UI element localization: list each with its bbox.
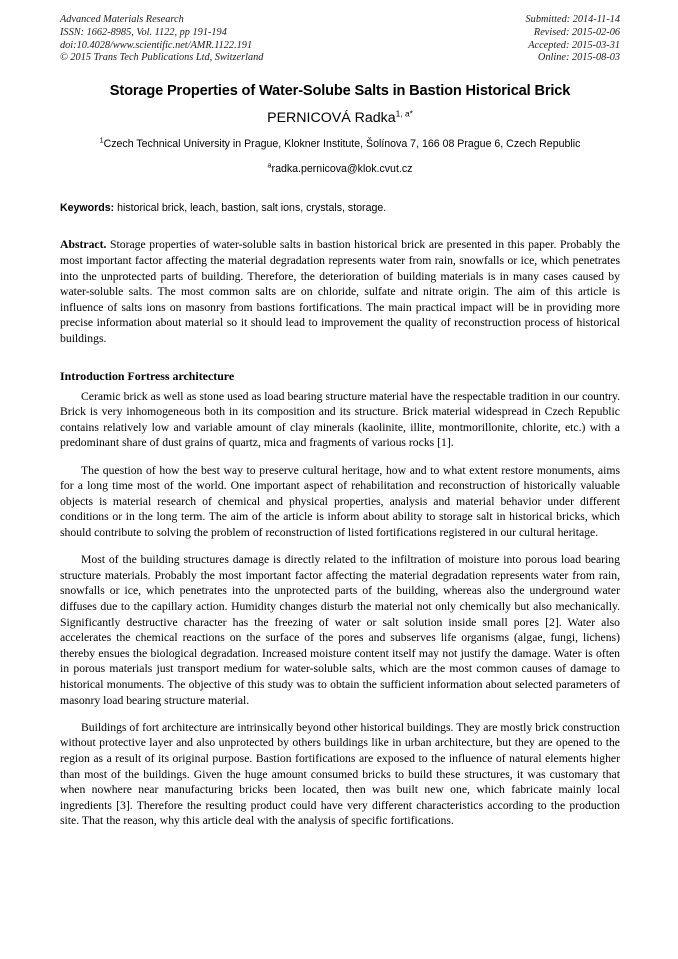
author-affiliation-markers: 1, a* [395,108,413,119]
journal-metadata-left [60,14,263,65]
corresponding-email-line [60,162,620,176]
date-submitted: Submitted: 2014-11-14 [525,14,620,25]
body-paragraph: Ceramic brick as well as stone used as load bearing structure material have the respectable tradition in our country. Brick is very inhomogeneous both in its composition and its structure. Brick material widespread in Czech Republic contains relatively low and variable amount of clay minerals (kaolinite, illite, montmorillonite, chlorite, etc.) with a predominant share of dust grains of quartz, mica and fragments of various rocks [1]. [60,389,620,450]
abstract-text: Storage properties of water-soluble salts in bastion historical brick are presented in this paper. Probably the most important factor affecting the material degradation represents water from rain, snowfalls or ice, which penetrates into the unprotected parts of building. Therefore, the deterioration of building materials is in many cases caused by water-soluble salts. The most common salts are on chloride, sulfate and nitrate origin. The aim of this article is influence of salts ions on masonry from bastions fortifications. The main practical impact will be in providing more precise information about material so it should lead to improvement the quality of reconstruction process of historical buildings. [60,238,621,345]
date-revised: Revised: 2015-02-06 [533,26,620,38]
body-paragraph: The question of how the best way to preserve cultural heritage, how and to what extent restore monuments, aims for a long time most of the world. One important aspect of rehabilitation and reconstruction of historically valuable objects is material research of chemical and physical properties, analysis and material behavior under different conditions or in the long term. The aim of the article is inform about ability to storage salt in historical bricks, which should contribute to solving the problem of reconstruction of listed fortifications registered in our cultural heritage. [60,463,620,539]
email-marker: a [267,160,272,170]
keywords-label: Keywords: [60,202,115,215]
keywords-section [60,201,620,215]
publication-dates [526,14,620,65]
affiliation-line [60,137,620,151]
date-accepted: Accepted: 2015-03-31 [528,39,620,51]
section-heading-introduction: Introduction Fortress architecture [60,368,235,383]
author-line [60,110,620,127]
affiliation-marker: 1 [99,135,104,145]
email-address: radka.pernicova@klok.cvut.cz [271,163,413,176]
abstract-section [60,237,620,346]
journal-copyright: © 2015 Trans Tech Publications Ltd, Switzerland [60,52,264,64]
abstract-label: Abstract. [60,238,107,252]
journal-name: Advanced Materials Research [60,14,184,25]
date-online: Online: 2015-08-03 [537,52,620,64]
paper-title: Storage Properties of Water-Solube Salts in Bastion Historical Brick [109,83,571,100]
body-paragraph: Most of the building structures damage is directly related to the infiltration of moisture into porous load bearing structure materials. Probably the most important factor affecting the material degradation represents water from rain, snowfalls or ice, which penetrates into the unprotected parts of the building, whereas also the underground water diffuses due to the capillary action. Humidity changes disturb the material not only chemically but also mechanically. Significantly destructive character has the freezing of water or salt solution inside small pores [2]. Water also accelerates the chemical reactions on the surface of the pores and subserves life organisms (algae, fungi, lichens) thereby ensues the biological degradation. Increased moisture content itself may not justify the damage. Water is often in porous materials just transport medium for water-soluble salts, which are the most common causes of damage to historical monuments. The objective of this study was to obtain the sufficient information about selected parameters of masonry load bearing structure material. [60,553,620,707]
author-name: PERNICOVÁ Radka [267,109,396,126]
affiliation-text: Czech Technical University in Prague, Klokner Institute, Šolínova 7, 166 08 Prague 6, Czech Republic [103,137,581,150]
body-paragraph: Buildings of fort architecture are intrinsically beyond other historical buildings. They are mostly brick construction without protective layer and also unprotected by others buildings like in urban architecture, but they are opened to the region as a result of its original purpose. Bastion fortifications are exposed to the influence of natural elements higher than most of the buildings. Given the huge amount consumed bricks to build these structures, it was customary that when nowhere near manufacturing bricks been located, then was built new one, which fabricate mainly local ingredients [3]. Therefore the resulting product could have very different characteristics according to the production site. That the reason, why this article deal with the analysis of specific fortifications. [60,720,620,828]
journal-issn-volume: ISSN: 1662-8985, Vol. 1122, pp 191-194 [60,26,227,38]
journal-doi: doi:10.4028/www.scientific.net/AMR.1122.191 [60,39,253,51]
journal-running-header [60,14,620,65]
keywords-text: historical brick, leach, bastion, salt ions, crystals, storage. [117,202,387,215]
